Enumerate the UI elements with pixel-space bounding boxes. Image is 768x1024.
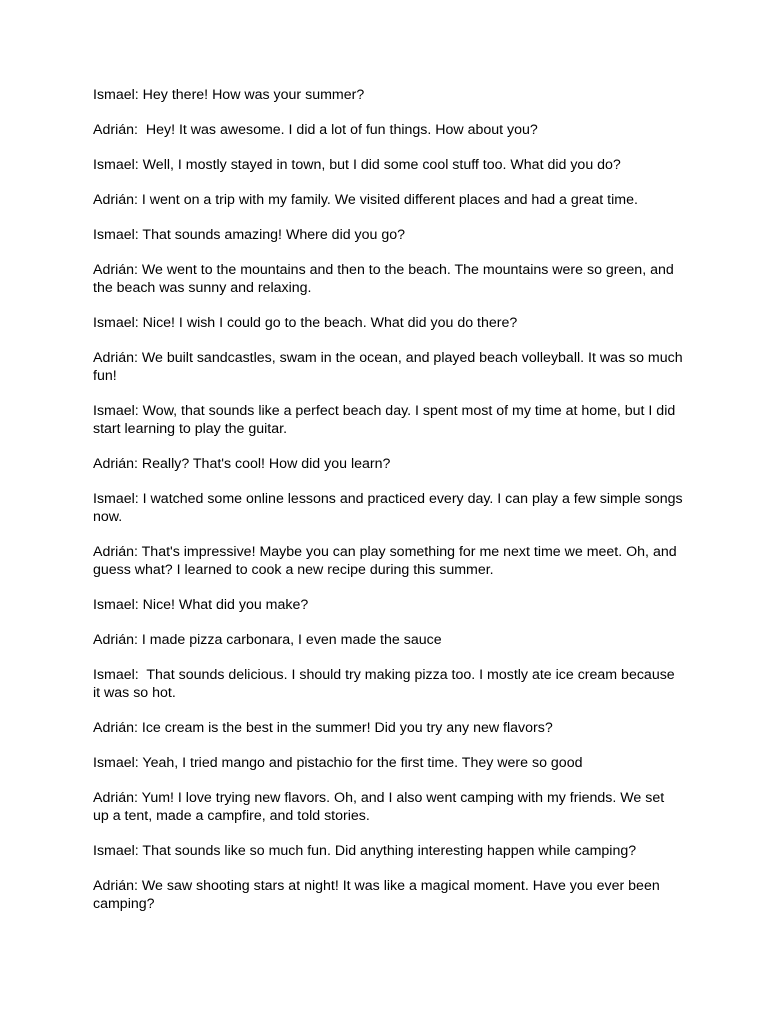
dialogue-line: Adrián: Really? That's cool! How did you learn? xyxy=(93,456,391,472)
dialogue-line: Ismael: Well, I mostly stayed in town, but I did some cool stuff too. What did you do? xyxy=(93,157,621,173)
dialogue-line: Ismael: Yeah, I tried mango and pistachio for the first time. They were so good xyxy=(93,755,583,771)
dialogue-line: Adrián: We saw shooting stars at night! It was like a magical moment. Have you ever been camping? xyxy=(93,878,664,912)
dialogue-line: Adrián: We built sandcastles, swam in the ocean, and played beach volleyball. It was so much fun! xyxy=(93,350,687,384)
dialogue-line: Ismael: Nice! I wish I could go to the beach. What did you do there? xyxy=(93,315,518,331)
dialogue-line: Ismael: That sounds amazing! Where did you go? xyxy=(93,227,406,243)
dialogue-line: Ismael: That sounds like so much fun. Did anything interesting happen while camping? xyxy=(93,843,637,859)
dialogue-line: Ismael: Hey there! How was your summer? xyxy=(93,87,365,103)
dialogue-line: Ismael: That sounds delicious. I should try making pizza too. I mostly ate ice cream because it was so hot. xyxy=(93,667,679,701)
dialogue-line: Ismael: Wow, that sounds like a perfect beach day. I spent most of my time at home, but I did start learning to play the guitar. xyxy=(93,403,680,437)
dialogue-line: Ismael: I watched some online lessons and practiced every day. I can play a few simple songs now. xyxy=(93,491,687,525)
dialogue-text xyxy=(93,86,687,930)
dialogue-line: Ismael: Nice! What did you make? xyxy=(93,597,309,613)
dialogue-line: Adrián: Hey! It was awesome. I did a lot of fun things. How about you? xyxy=(93,122,538,138)
dialogue-line: Adrián: I made pizza carbonara, I even made the sauce xyxy=(93,632,442,648)
dialogue-line: Adrián: I went on a trip with my family. We visited different places and had a great time. xyxy=(93,192,638,208)
dialogue-line: Adrián: We went to the mountains and then to the beach. The mountains were so green, and the beach was sunny and relaxing. xyxy=(93,262,678,296)
dialogue-line: Adrián: Ice cream is the best in the summer! Did you try any new flavors? xyxy=(93,720,553,736)
dialogue-line: Adrián: That's impressive! Maybe you can play something for me next time we meet. Oh, and guess what? I learned to cook a new recipe during this summer. xyxy=(93,544,681,578)
dialogue-line: Adrián: Yum! I love trying new flavors. Oh, and I also went camping with my friends. We set up a tent, made a campfire, and told stories. xyxy=(93,790,669,824)
